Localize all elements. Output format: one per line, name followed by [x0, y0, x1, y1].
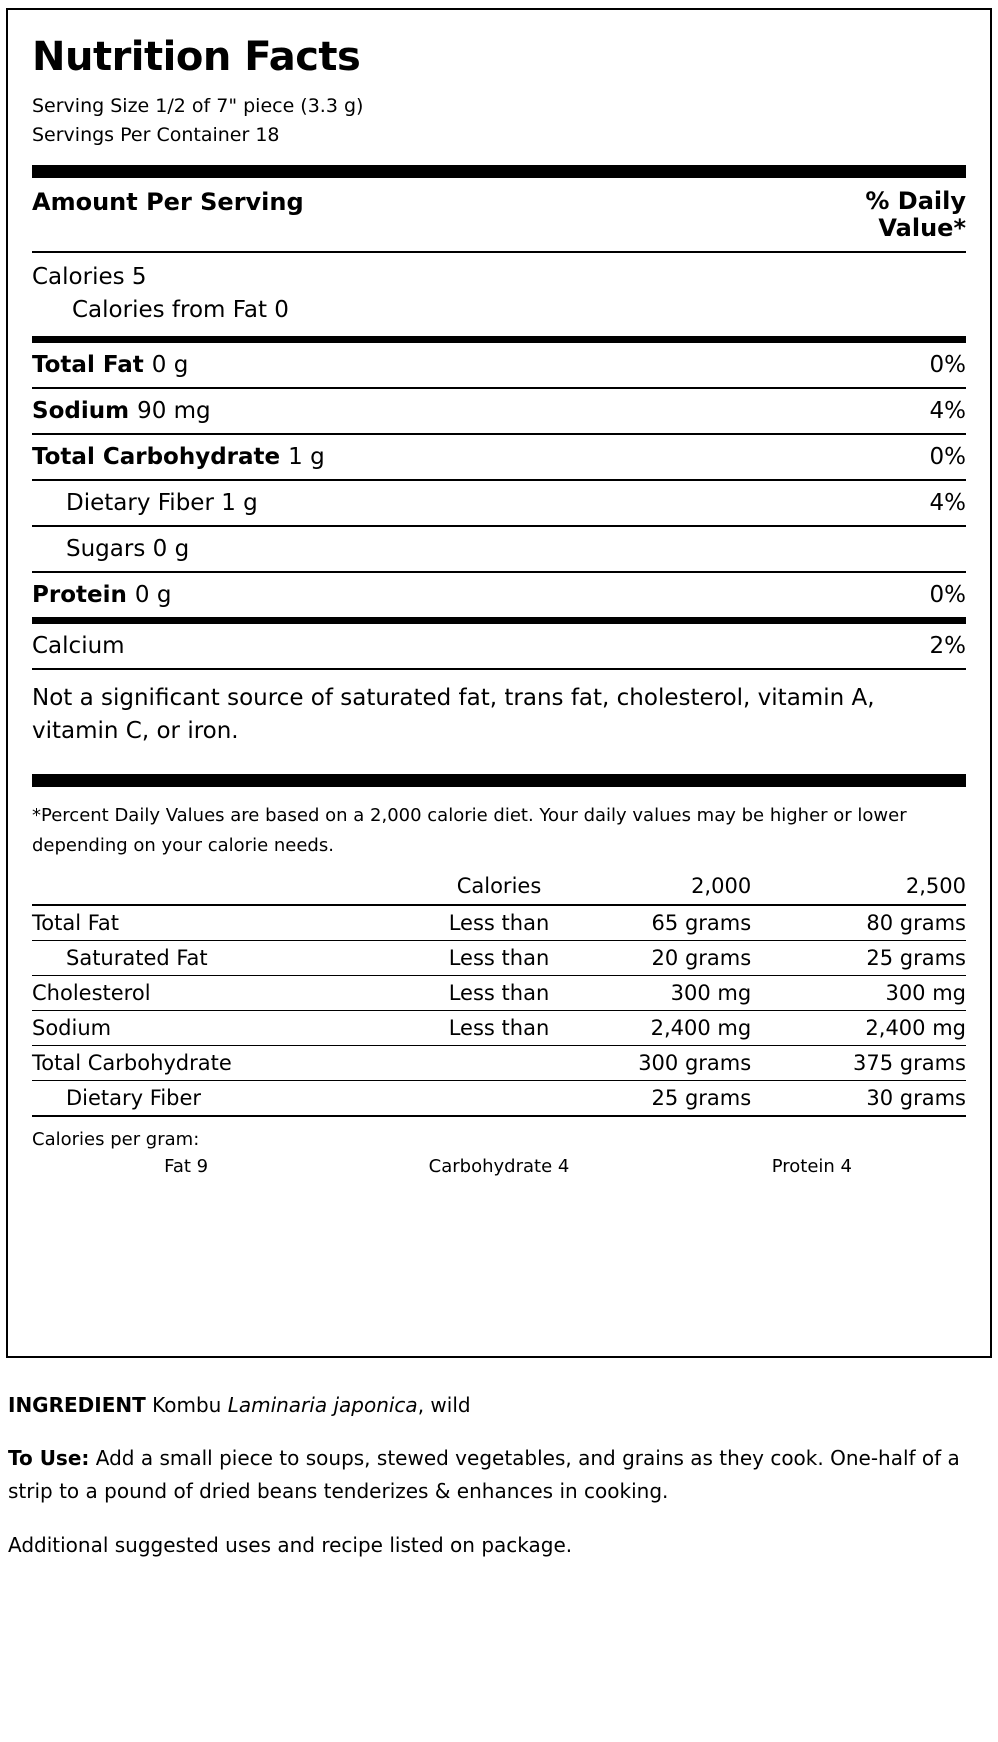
- daily-value-footnote: *Percent Daily Values are based on a 2,000 calorie diet. Your daily values may be higher or lower depending on your calorie needs.: [32, 805, 907, 857]
- table-row: [32, 905, 966, 941]
- dv-row-2500: 25 grams: [779, 940, 966, 975]
- ingredient-label: INGREDIENT: [8, 1393, 146, 1417]
- divider-thick-top: [32, 165, 966, 178]
- nutrient-dv-total-fat: 0%: [929, 351, 966, 378]
- nutrient-row-sugars: [32, 527, 966, 571]
- nutrient-amount: 1 g: [221, 489, 258, 516]
- nutrient-row-total-fat: [32, 343, 966, 387]
- dv-row-2500: 80 grams: [779, 905, 966, 941]
- nutrient-name-total-fat: [32, 352, 188, 378]
- dv-row-2500: 375 grams: [779, 1045, 966, 1080]
- package-text-section: [6, 1390, 992, 1560]
- divider-after-calories: [32, 336, 966, 343]
- nutrient-amount: 0 g: [152, 535, 190, 562]
- table-row: [32, 1010, 966, 1045]
- nutrition-facts-title: Nutrition Facts: [32, 34, 361, 80]
- serving-size-line: Serving Size 1/2 of 7" piece (3.3 g): [32, 95, 364, 117]
- amount-per-serving-label: Amount Per Serving: [32, 187, 304, 216]
- calories-block: [32, 253, 966, 336]
- nutrient-row-dietary-fiber: [32, 481, 966, 525]
- nutrient-row-total-carbohydrate: [32, 435, 966, 479]
- table-row: [32, 975, 966, 1010]
- dv-row-2000: 300 mg: [592, 975, 779, 1010]
- nutrient-amount: 1 g: [288, 443, 325, 470]
- nutrient-label: Total Carbohydrate: [32, 443, 281, 470]
- nutrient-row-sodium: [32, 389, 966, 433]
- nutrient-label: Sugars: [66, 535, 146, 562]
- nutrient-name-protein: [32, 582, 171, 608]
- table-row: [32, 1080, 966, 1116]
- table-row: [32, 940, 966, 975]
- calories-per-gram-row: [32, 1152, 966, 1179]
- dv-head-2000: 2,000: [592, 869, 779, 905]
- daily-value-header-line2: Value*: [878, 214, 966, 243]
- nutrient-dv-total-carbohydrate: 0%: [929, 443, 966, 470]
- dv-row-qualifier: Less than: [406, 940, 593, 975]
- dv-row-name: Cholesterol: [32, 975, 406, 1010]
- dv-row-qualifier: Less than: [406, 1010, 593, 1045]
- nutrient-name-dietary-fiber: [66, 490, 258, 516]
- dv-row-qualifier: Less than: [406, 975, 593, 1010]
- ingredient-pre: Kombu: [152, 1393, 228, 1417]
- dv-row-2000: 20 grams: [592, 940, 779, 975]
- dv-row-2500: 300 mg: [779, 975, 966, 1010]
- ingredient-scientific-name: Laminaria japonica: [227, 1393, 418, 1417]
- amount-per-serving-row: [32, 178, 966, 251]
- daily-value-header: [865, 188, 966, 243]
- dv-row-2500: 2,400 mg: [779, 1010, 966, 1045]
- dv-row-qualifier: [406, 1045, 593, 1080]
- nutrient-row-protein: [32, 573, 966, 617]
- servings-per-container-line: Servings Per Container 18: [32, 124, 280, 147]
- nutrient-label: Sodium: [32, 397, 130, 424]
- dv-row-2000: 65 grams: [592, 905, 779, 941]
- dv-row-qualifier: [406, 1080, 593, 1116]
- dv-row-name: Total Fat: [32, 905, 406, 941]
- dv-row-name: Dietary Fiber: [32, 1080, 406, 1116]
- nutrient-amount: 0 g: [151, 351, 189, 378]
- dv-row-name: Total Carbohydrate: [32, 1045, 406, 1080]
- nutrient-amount: 90 mg: [137, 397, 211, 424]
- additional-uses-note: Additional suggested uses and recipe listed on package.: [8, 1533, 573, 1557]
- to-use-paragraph: [8, 1442, 990, 1530]
- nutrient-name-sodium: [32, 398, 211, 424]
- to-use-text: Add a small piece to soups, stewed vegetables, and grains as they cook. One-half of a strip to a pound of dried beans tenderizes & enhances in cooking.: [8, 1446, 960, 1503]
- dv-head-calories: Calories: [406, 869, 593, 905]
- vitamin-name-calcium: Calcium: [32, 632, 125, 659]
- calories-per-gram-protein: Protein 4: [771, 1155, 853, 1177]
- divider-after-protein: [32, 617, 966, 624]
- table-row: [32, 1045, 966, 1080]
- calories-per-gram-carbohydrate: Carbohydrate 4: [428, 1155, 570, 1177]
- not-significant-source-note: Not a significant source of saturated fat, trans fat, cholesterol, vitamin A, vitamin C, or iron.: [32, 684, 875, 745]
- dv-row-2000: 2,400 mg: [592, 1010, 779, 1045]
- to-use-label: To Use:: [8, 1446, 90, 1470]
- vitamin-row-calcium: [32, 624, 966, 668]
- daily-value-header-line1: % Daily: [865, 186, 966, 215]
- dv-row-name: Sodium: [32, 1010, 406, 1045]
- dv-row-2000: 25 grams: [592, 1080, 779, 1116]
- calories-per-gram-fat: Fat 9: [164, 1155, 209, 1177]
- dv-row-2500: 30 grams: [779, 1080, 966, 1116]
- table-header-row: [32, 869, 966, 905]
- ingredient-line: [8, 1390, 990, 1442]
- nutrient-dv-dietary-fiber: 4%: [929, 489, 966, 516]
- dv-row-2000: 300 grams: [592, 1045, 779, 1080]
- daily-value-reference-table: [32, 869, 966, 1117]
- nutrient-name-sugars: [66, 536, 189, 562]
- dv-head-blank: [32, 869, 406, 905]
- nutrient-label: Dietary Fiber: [66, 489, 214, 516]
- vitamin-dv-calcium: 2%: [929, 632, 966, 659]
- nutrient-label: Total Fat: [32, 351, 144, 378]
- divider-thick-bottom: [32, 774, 966, 787]
- nutrient-dv-sodium: 4%: [929, 397, 966, 424]
- nutrient-label: Protein: [32, 581, 127, 608]
- dv-row-qualifier: Less than: [406, 905, 593, 941]
- calories-from-fat-line: Calories from Fat 0: [72, 297, 289, 324]
- nutrient-name-total-carbohydrate: [32, 444, 325, 470]
- nutrition-facts-panel: [6, 8, 992, 1358]
- calories-per-gram-label: Calories per gram:: [32, 1128, 200, 1150]
- nutrient-amount: 0 g: [134, 581, 172, 608]
- nutrient-dv-protein: 0%: [929, 581, 966, 608]
- dv-row-name: Saturated Fat: [32, 940, 406, 975]
- dv-head-2500: 2,500: [779, 869, 966, 905]
- ingredient-post: , wild: [417, 1393, 471, 1417]
- calories-line: Calories 5: [32, 264, 147, 291]
